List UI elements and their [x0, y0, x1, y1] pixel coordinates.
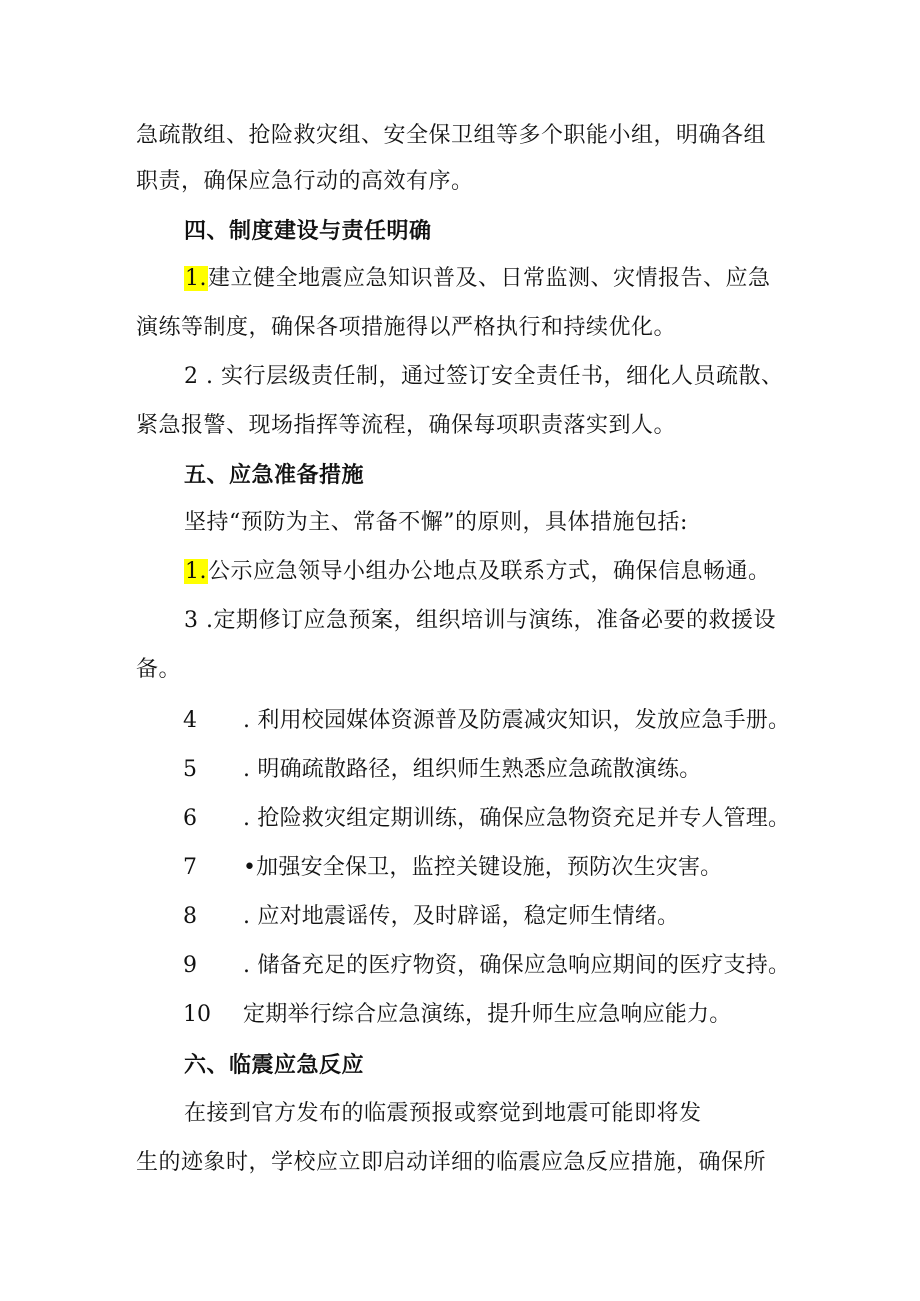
paragraph-line: 备。 [136, 657, 182, 682]
paragraph-text: 建立健全地震应急知识普及、日常监测、灾情报告、应急 [208, 266, 771, 291]
paragraph-intro: 坚持“预防为主、常备不懈”的原则，具体措施包括: [184, 510, 688, 535]
paragraph-line: 紧急报警、现场指挥等流程，确保每项职责落实到人。 [136, 413, 677, 438]
list-item-number: 7 [183, 855, 197, 880]
paragraph-text: 公示应急领导小组办公地点及联系方式，确保信息畅通。 [208, 559, 771, 584]
list-item: . 应对地震谣传，及时辟谣，稳定师生情绪。 [243, 904, 680, 929]
highlighted-number: 1. [185, 559, 207, 584]
list-item-number: 6 [183, 806, 197, 831]
paragraph-5-3: 3 .定期修订应急预案，组织培训与演练，准备必要的救援设 [184, 608, 776, 633]
section-heading-5: 五、应急准备措施 [184, 462, 365, 488]
paragraph-line: 演练等制度，确保各项措施得以严格执行和持续优化。 [136, 315, 677, 340]
highlighted-number: 1. [185, 266, 207, 291]
list-item: 定期举行综合应急演练，提升师生应急响应能力。 [243, 1002, 732, 1027]
paragraph-line: 职责，确保应急行动的高效有序。 [136, 169, 474, 194]
list-item-number: 10 [183, 1002, 211, 1027]
list-item-number: 4 [183, 708, 197, 733]
paragraph-4-1 [184, 264, 771, 294]
paragraph-line: 生的迹象时，学校应立即启动详细的临震应急反应措施，确保所 [136, 1150, 767, 1175]
section-heading-4: 四、制度建设与责任明确 [184, 218, 432, 244]
paragraph-6: 在接到官方发布的临震预报或察觉到地震可能即将发 [184, 1101, 702, 1126]
list-item: . 利用校园媒体资源普及防震减灾知识，发放应急手册。 [243, 708, 791, 733]
paragraph-4-2: 2 . 实行层级责任制，通过签订安全责任书，细化人员疏散、 [184, 364, 784, 389]
list-item: •加强安全保卫，监控关键设施，预防次生灾害。 [243, 855, 723, 880]
paragraph-5-1 [184, 557, 771, 587]
list-item-number: 8 [183, 904, 197, 929]
list-item-number: 9 [183, 953, 197, 978]
paragraph-line: 急疏散组、抢险救灾组、安全保卫组等多个职能小组，明确各组 [136, 123, 767, 148]
section-heading-6: 六、临震应急反应 [184, 1052, 365, 1078]
list-item-number: 5 [183, 757, 197, 782]
list-item: . 抢险救灾组定期训练，确保应急物资充足并专人管理。 [243, 806, 791, 831]
list-item: . 储备充足的医疗物资，确保应急响应期间的医疗支持。 [243, 953, 791, 978]
list-item: . 明确疏散路径，组织师生熟悉应急疏散演练。 [243, 757, 702, 782]
